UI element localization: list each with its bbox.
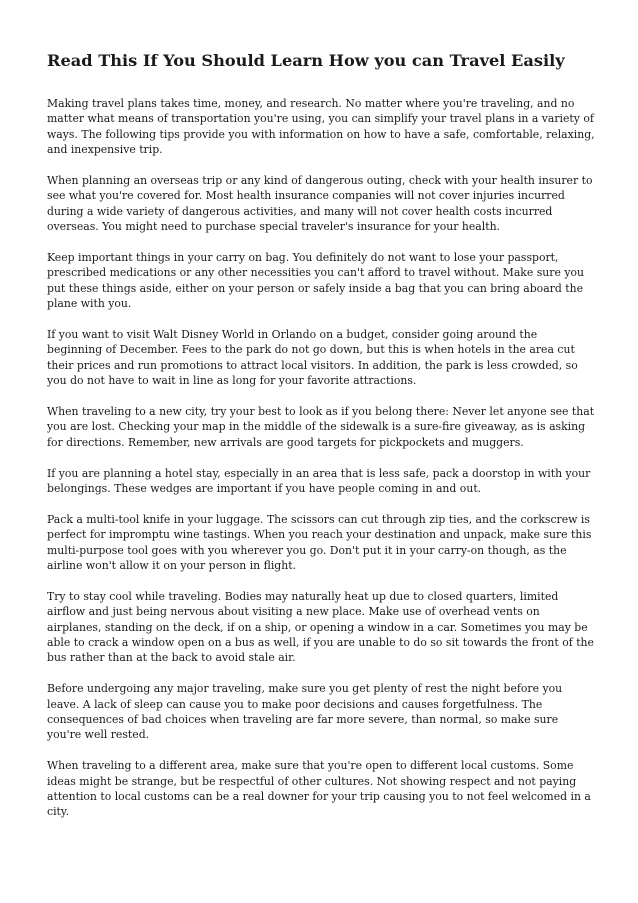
paragraph-6: If you are planning a hotel stay, especially in an area that is less safe, pack a doorstop in with your belongings. These wedges are important if you have people coming in and out.	[47, 466, 591, 495]
paragraph-5: When traveling to a new city, try your best to look as if you belong there: Never let anyone see that you are lost. Checking your map in the middle of the sidewalk is a sure-fire giveaway, as is asking for directions. Remember, new arrivals are good targets for pickpockets and muggers.	[47, 405, 595, 449]
paragraph-1: Making travel plans takes time, money, and research. No matter where you're traveling, and no matter what means of transportation you're using, you can simplify your travel plans in a variety of ways. The following tips provide you with information on how to have a safe, comfortable, relaxing, and inexpensive trip.	[47, 97, 595, 157]
document-page	[47, 50, 595, 835]
paragraph-10: When traveling to a different area, make sure that you're open to different local customs. Some ideas might be strange, but be respectful of other cultures. Not showing respect and not paying attention to local customs can be a real downer for your trip causing you to not feel welcomed in a city.	[47, 759, 591, 819]
paragraph-4: If you want to visit Walt Disney World in Orlando on a budget, consider going around the beginning of December. Fees to the park do not go down, but this is when hotels in the area cut their prices and run promotions to attract local visitors. In addition, the park is less crowded, so you do not have to wait in line as long for your favorite attractions.	[47, 328, 578, 388]
paragraph-8: Try to stay cool while traveling. Bodies may naturally heat up due to closed quarters, limited airflow and just being nervous about visiting a new place. Make use of overhead vents on airplanes, standing on the deck, if on a ship, or opening a window in a car. Sometimes you may be able to crack a window open on a bus as well, if you are unable to do so sit towards the front of the bus rather than at the back to avoid stale air.	[47, 589, 594, 665]
document-title: Read This If You Should Learn How you can Travel Easily	[47, 51, 565, 70]
paragraph-2: When planning an overseas trip or any kind of dangerous outing, check with your health insurer to see what you're covered for. Most health insurance companies will not cover injuries incurred during a wide variety of dangerous activities, and many will not cover health costs incurred overseas. You might need to purchase special traveler's insurance for your health.	[47, 174, 593, 234]
paragraph-7: Pack a multi-tool knife in your luggage. The scissors can cut through zip ties, and the corkscrew is perfect for impromptu wine tastings. When you reach your destination and unpack, make sure this multi-purpose tool goes with you wherever you go. Don't put it in your carry-on though, as the airline won't allow it on your person in flight.	[47, 512, 592, 572]
paragraph-3: Keep important things in your carry on bag. You definitely do not want to lose your passport, prescribed medications or any other necessities you can't afford to travel without. Make sure you put these things aside, either on your person or safely inside a bag that you can bring aboard the plane with you.	[47, 251, 584, 311]
paragraph-9: Before undergoing any major traveling, make sure you get plenty of rest the night before you leave. A lack of sleep can cause you to make poor decisions and causes forgetfulness. The consequences of bad choices when traveling are far more severe, than normal, so make sure you're well rested.	[47, 682, 563, 742]
